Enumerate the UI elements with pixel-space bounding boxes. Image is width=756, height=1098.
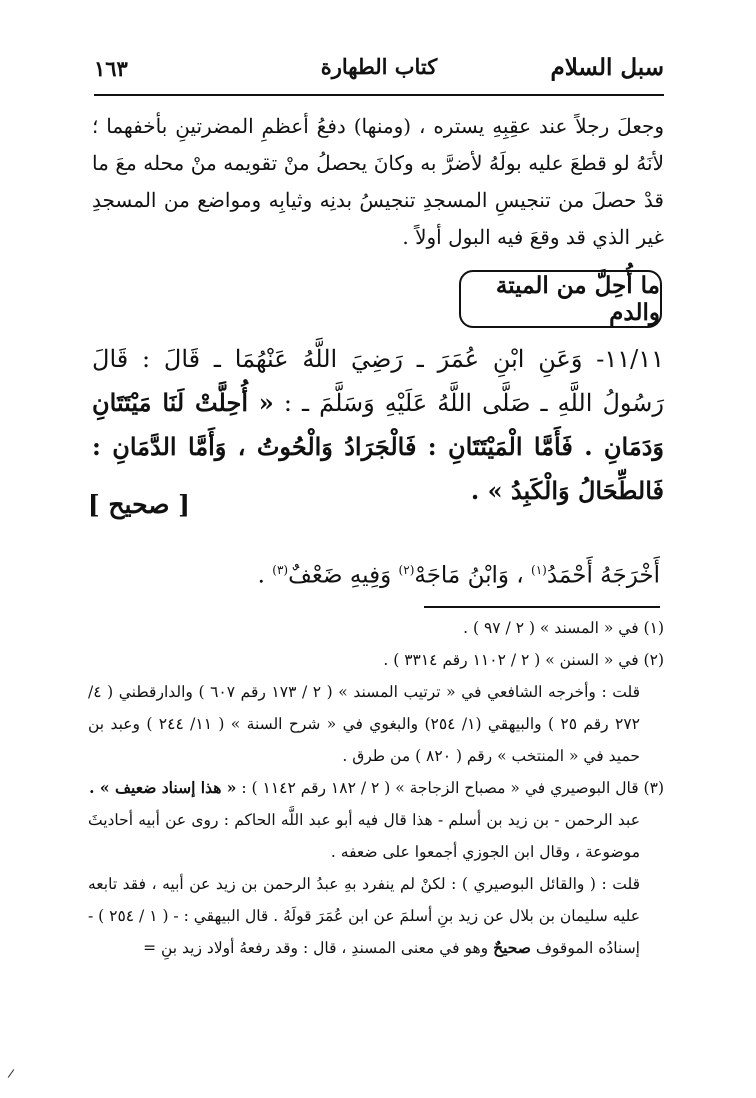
hadith-narration: وَعَنِ ابْنِ عُمَرَ ـ رَضِيَ اللَّهُ عَنْهُمَا ـ قَالَ : قَالَ رَسُولُ اللَّهِ ـ صَلَّى اللَّهُ عَلَيْهِ وَسَلَّمَ ـ : — [92, 345, 665, 417]
book-title: كتاب الطهارة — [320, 54, 438, 79]
footnote-3-comment-2-text: قلت : ( والقائل البوصيري ) : لكنْ لم ينفرد بهِ عبدُ الرحمن بن زيد عن أبيه ، فقد تابعه عليه سليمان بن بلال عن زيد بنِ أسلمَ عن ابن عُمَرَ قولَهُ . قال البيهقي : - ( ١ / ٢٥٤ ) - إسنادُه الموقوف — [87, 875, 640, 957]
takhrij-end: . — [257, 562, 265, 589]
footnote-2-comment: قلت : وأخرجه الشافعي في « ترتيب المسند » ( ٢ / ١٧٣ رقم ٦٠٧ ) والدارقطني ( ٤/ ٢٧٢ رقم ٢٥ ) والبيهقي (١/ ٢٥٤) والبغوي في « شرح السنة » ( ١١/ ٢٤٤ ) وعبد بن حميد في « المنتخب » رقم ( ٨٢٠ ) من طرق . — [88, 683, 640, 765]
footnote-2: (٢) في « السنن » ( ٢ / ١١٠٢ رقم ٣٣١٤ ) . — [383, 651, 664, 669]
footnote-3 — [88, 772, 664, 804]
section-title-box — [459, 270, 662, 328]
takhrij-part1: أَخْرَجَهُ أَحْمَدُ — [546, 562, 660, 589]
hadith-text: « أُحِلَّتْ لَنَا مَيْتَتَانِ وَدَمَانِ . فَأَمَّا الْمَيْتَتَانِ : فَالْجَرَادُ وَالْحُوتُ ، وَأَمَّا الدَّمَانِ : فَالطِّحَالُ وَالْكَبِدُ » . — [92, 388, 664, 505]
footnote-separator — [424, 606, 660, 608]
page-number: ١٦٣ — [94, 56, 128, 81]
takhrij-line — [180, 550, 660, 596]
header-rule — [94, 94, 664, 96]
page-header — [94, 50, 664, 94]
footnote-3-comment-1: عبد الرحمن - بن زيد بن أسلم - هذا قال فيه أبو عبد اللَّه الحاكم : روى عن أبيه أحاديثَ موضوعة ، وقال ابن الجوزي أجمعوا على ضعفه . — [88, 811, 640, 861]
series-title: سبل السلام — [550, 54, 664, 81]
footnote-3-comment-2 — [88, 868, 664, 964]
footnote-ref-2: (٢) — [398, 563, 415, 577]
hadith-block — [92, 338, 664, 513]
takhrij-part2: ، وَابْنُ مَاجَهْ — [414, 562, 524, 589]
takhrij-part3: وَفِيهِ ضَعْفٌ — [288, 562, 392, 589]
footnote-1: (١) في « المسند » ( ٢ / ٩٧ ) . — [463, 619, 664, 637]
footnote-3-comment-2-bold: صحيحٌ — [493, 938, 531, 957]
footnotes — [88, 612, 664, 964]
footnote-ref-3: (٣) — [272, 563, 289, 577]
hadith-grade: [ صحيح ] — [87, 490, 190, 519]
hadith-number: ١١/١١- — [596, 345, 664, 373]
scan-mark — [8, 1069, 15, 1078]
footnote-ref-1: (١) — [531, 563, 547, 577]
footnote-3-comment-2-tail: وهو في معنى المسندِ ، قال : وقد رفعهُ أولاد زيد بنِ = — [143, 939, 489, 957]
footnote-3-text: (٣) قال البوصيري في « مصباح الزجاجة » ( ٢ / ١٨٢ رقم ١١٤٢ ) : — [241, 779, 664, 797]
section-title: ما أُحِلَّ من الميتة والدم — [495, 272, 660, 326]
footnote-3-bold: « هذا إسناد ضعيف » . — [89, 778, 237, 797]
intro-paragraph: وجعلَ رجلاً عند عقِبِهِ يستره ، (ومنها) دفعُ أعظمِ المضرتينِ بأخفهما ؛ لأنَهُ لو قطعَ عليه بولَهُ لأضرَّ به وكانَ يحصلُ منْ تقويمه منْ محله معَ ما قدْ حصلَ من تنجيسِ المسجدِ تنجيسُ بدنِه وثيابِه ومواضع من المسجدِ غير الذي قد وقعَ فيه البول أولاً . — [92, 114, 664, 249]
